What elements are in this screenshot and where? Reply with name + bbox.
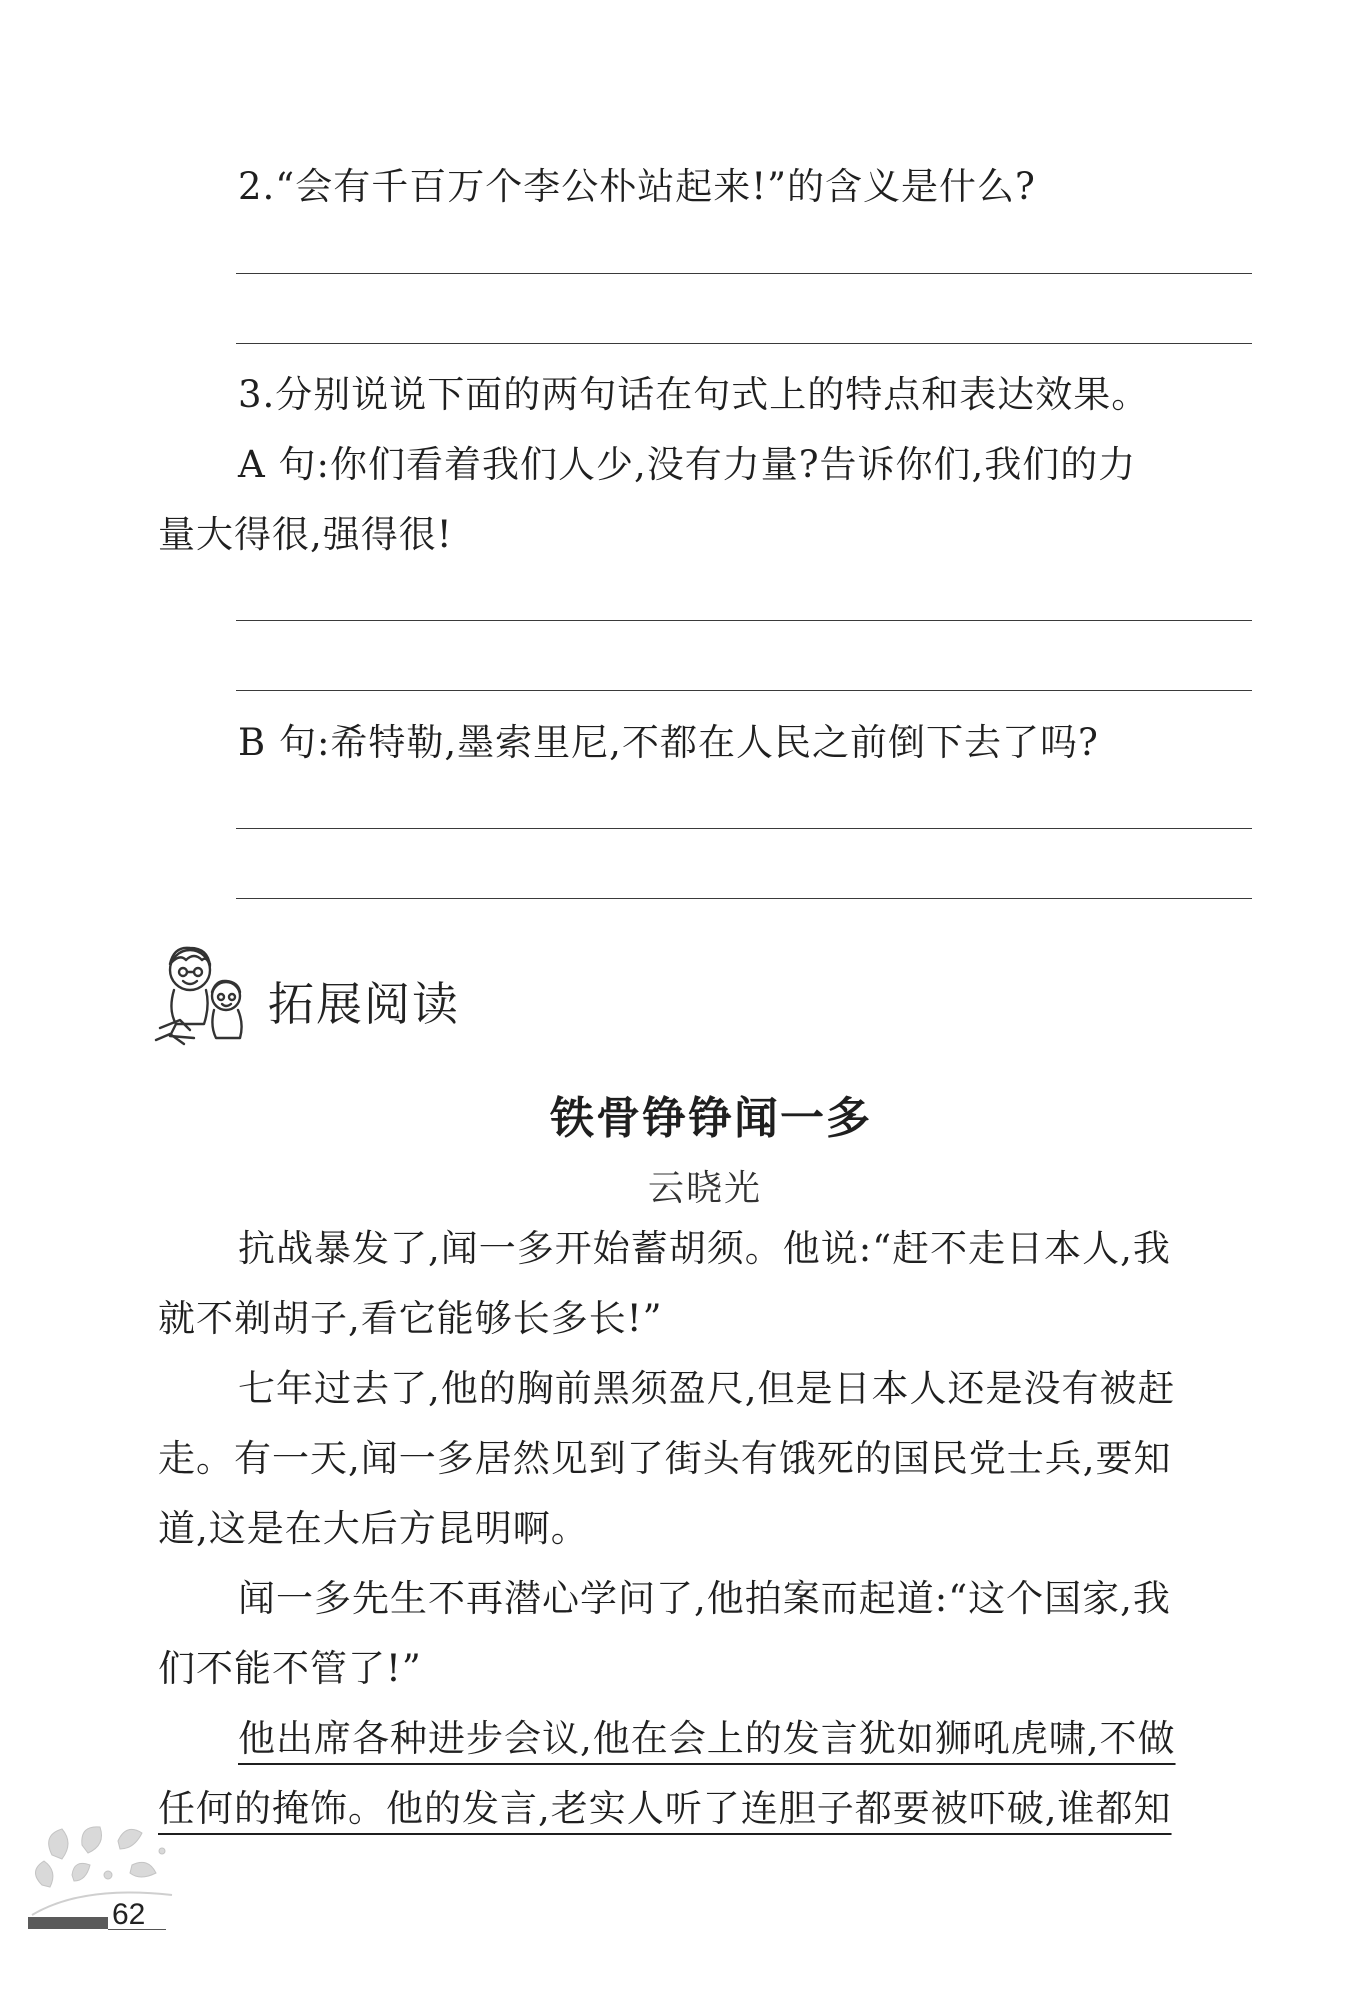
page-number: 62 (112, 1898, 146, 1931)
article-author: 云晓光 (648, 1168, 763, 1209)
page-number-bar (28, 1917, 108, 1929)
paragraph-4-line-1-underlined: 他出席各种进步会议,他在会上的发言犹如狮吼虎啸,不做 (238, 1717, 1176, 1760)
paragraph-2-line-1: 七年过去了,他的胸前黑须盈尺,但是日本人还是没有被赶 (238, 1367, 1176, 1410)
answer-line[interactable] (236, 620, 1252, 621)
answer-line[interactable] (236, 343, 1252, 344)
sentence-a-line-1: A 句:你们看着我们人少,没有力量?告诉你们,我们的力 (238, 443, 1137, 486)
answer-line[interactable] (236, 898, 1252, 899)
paragraph-1-line-2: 就不剃胡子,看它能够长多长!” (158, 1297, 663, 1340)
question-3-prompt: 3.分别说说下面的两句话在句式上的特点和表达效果。 (238, 373, 1150, 416)
paragraph-3-line-2: 们不能不管了!” (158, 1647, 422, 1690)
article-title: 铁骨铮铮闻一多 (550, 1093, 872, 1144)
paragraph-1-line-1: 抗战暴发了,闻一多开始蓄胡须。他说:“赶不走日本人,我 (238, 1227, 1171, 1270)
sentence-a-line-2: 量大得很,强得很! (158, 513, 453, 556)
question-2-prompt: 2.“会有千百万个李公朴站起来!”的含义是什么? (238, 165, 1036, 208)
paragraph-2-line-3: 道,这是在大后方昆明啊。 (158, 1507, 589, 1550)
answer-line[interactable] (236, 828, 1252, 829)
paragraph-3-line-1: 闻一多先生不再潜心学问了,他拍案而起道:“这个国家,我 (238, 1577, 1171, 1620)
answer-line[interactable] (236, 690, 1252, 691)
paragraph-4-line-2-underlined: 任何的掩饰。他的发言,老实人听了连胆子都要被吓破,谁都知 (158, 1787, 1172, 1830)
reading-kids-icon (150, 940, 260, 1050)
sentence-b-line: B 句:希特勒,墨索里尼,不都在人民之前倒下去了吗? (238, 721, 1099, 764)
section-title: 拓展阅读 (268, 977, 460, 1031)
answer-line[interactable] (236, 273, 1252, 274)
paragraph-2-line-2: 走。有一天,闻一多居然见到了街头有饿死的国民党士兵,要知 (158, 1437, 1172, 1480)
